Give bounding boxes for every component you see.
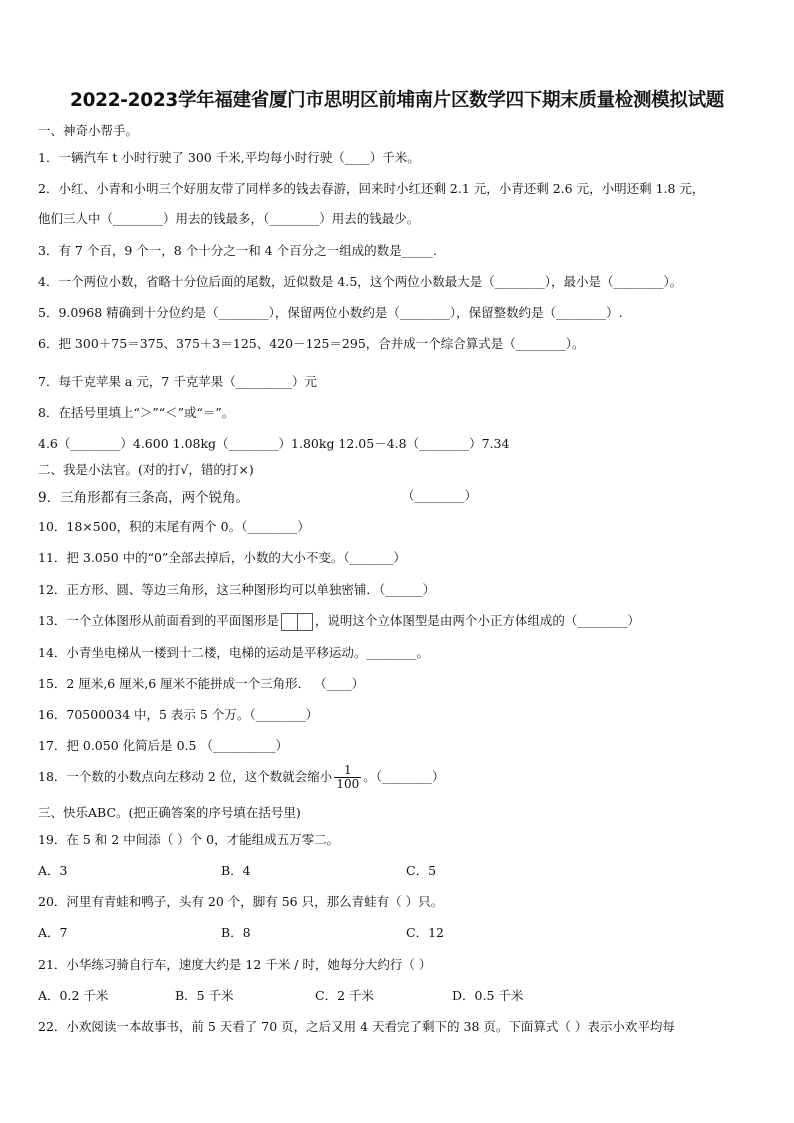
- question-21: 21．小华练习骑自行车，速度大约是 12 千米 / 时，她每分大约行（ ）: [38, 957, 432, 972]
- question-8-items: 4.6（________）4.600 1.08kg（________）1.80kg 12.05－4.8（________）7.34: [38, 436, 510, 451]
- two-squares-figure: [281, 613, 313, 631]
- question-17: 17．把 0.050 化简后是 0.5 （__________）: [38, 738, 288, 753]
- question-18-text-b: 。（________）: [363, 769, 445, 785]
- question-22: 22．小欢阅读一本故事书，前 5 天看了 70 页，之后又用 4 天看完了剩下的 38 页。下面算式（ ）表示小欢平均每: [38, 1019, 675, 1034]
- question-13: [38, 611, 640, 631]
- question-14: 14．小青坐电梯从一楼到十二楼，电梯的运动是平移运动。________。: [38, 645, 429, 660]
- fraction-one-hundredth: [334, 764, 361, 791]
- exam-title: 2022-2023学年福建省厦门市思明区前埔南片区数学四下期末质量检测模拟试题: [70, 90, 724, 111]
- section-3-heading: 三、快乐ABC。(把正确答案的序号填在括号里): [38, 805, 301, 820]
- fraction-denominator: 100: [336, 777, 360, 792]
- fraction-numerator: 1: [343, 763, 352, 777]
- question-13-text-a: 13．一个立体图形从前面看到的平面图形是: [38, 613, 279, 628]
- question-16: 16．70500034 中，5 表示 5 个万。（________）: [38, 707, 319, 722]
- question-20: 20．河里有青蛙和鸭子，头有 20 个，脚有 56 只，那么青蛙有（ ）只。: [38, 894, 444, 909]
- option-c: C．5: [406, 863, 437, 878]
- question-2-line-1: 2．小红、小青和小明三个好朋友带了同样多的钱去春游，回来时小红还剩 2.1 元，小青还剩 2.6 元，小明还剩 1.8 元，: [38, 181, 705, 196]
- question-3: 3．有 7 个百，9 个一，8 个十分之一和 4 个百分之一组成的数是_____.: [38, 243, 437, 258]
- question-9-blank: （________）: [402, 488, 478, 503]
- question-6: 6．把 300＋75＝375、375＋3＝125、420－125＝295，合并成一个综合算式是（________）。: [38, 336, 585, 351]
- question-2-line-2: 他们三人中（________）用去的钱最多，（________）用去的钱最少。: [38, 211, 420, 226]
- option-b: B．8: [221, 925, 251, 940]
- question-8: 8．在括号里填上“＞”“＜”或“＝”。: [38, 405, 235, 420]
- question-13-text-b: ，说明这个立体图型是由两个小正方体组成的（________）: [314, 613, 640, 628]
- section-1-heading: 一、神奇小帮手。: [38, 123, 139, 138]
- question-18-text-a: 18．一个数的小数点向左移动 2 位，这个数就会缩小: [38, 769, 333, 785]
- option-a: A．0.2 千米: [38, 988, 109, 1003]
- option-d: D．0.5 千米: [452, 988, 524, 1003]
- question-7: 7．每千克苹果 a 元，7 千克苹果（_________）元: [38, 374, 318, 389]
- question-12: 12．正方形、圆、等边三角形，这三种图形均可以单独密铺．（______）: [38, 582, 436, 597]
- option-b: B．4: [221, 863, 251, 878]
- question-19: 19．在 5 和 2 中间添（ ）个 0，才能组成五万零二。: [38, 832, 340, 847]
- question-4: 4．一个两位小数，省略十分位后面的尾数，近似数是 4.5，这个两位小数最大是（________），最小是（________）。: [38, 274, 683, 289]
- question-9: 9．三角形都有三条高，两个锐角。: [38, 490, 250, 506]
- question-1: 1．一辆汽车 t 小时行驶了 300 千米,平均每小时行驶（____）千米。: [38, 150, 420, 165]
- option-a: A．7: [38, 925, 68, 940]
- section-2-heading: 二、我是小法官。(对的打√，错的打×): [38, 462, 254, 477]
- option-b: B．5 千米: [175, 988, 234, 1003]
- option-c: C．2 千米: [315, 988, 374, 1003]
- question-11: 11．把 3.050 中的“0”全部去掉后，小数的大小不变。（_______）: [38, 550, 406, 565]
- option-c: C．12: [406, 925, 444, 940]
- option-a: A．3: [38, 863, 68, 878]
- question-5: 5．9.0968 精确到十分位约是（________），保留两位小数约是（________），保留整数约是（________）.: [38, 305, 623, 320]
- question-18: [38, 764, 444, 791]
- question-15: 15．2 厘米,6 厘米,6 厘米不能拼成一个三角形． （____）: [38, 676, 365, 691]
- question-10: 10．18×500，积的末尾有两个 0。（________）: [38, 519, 310, 534]
